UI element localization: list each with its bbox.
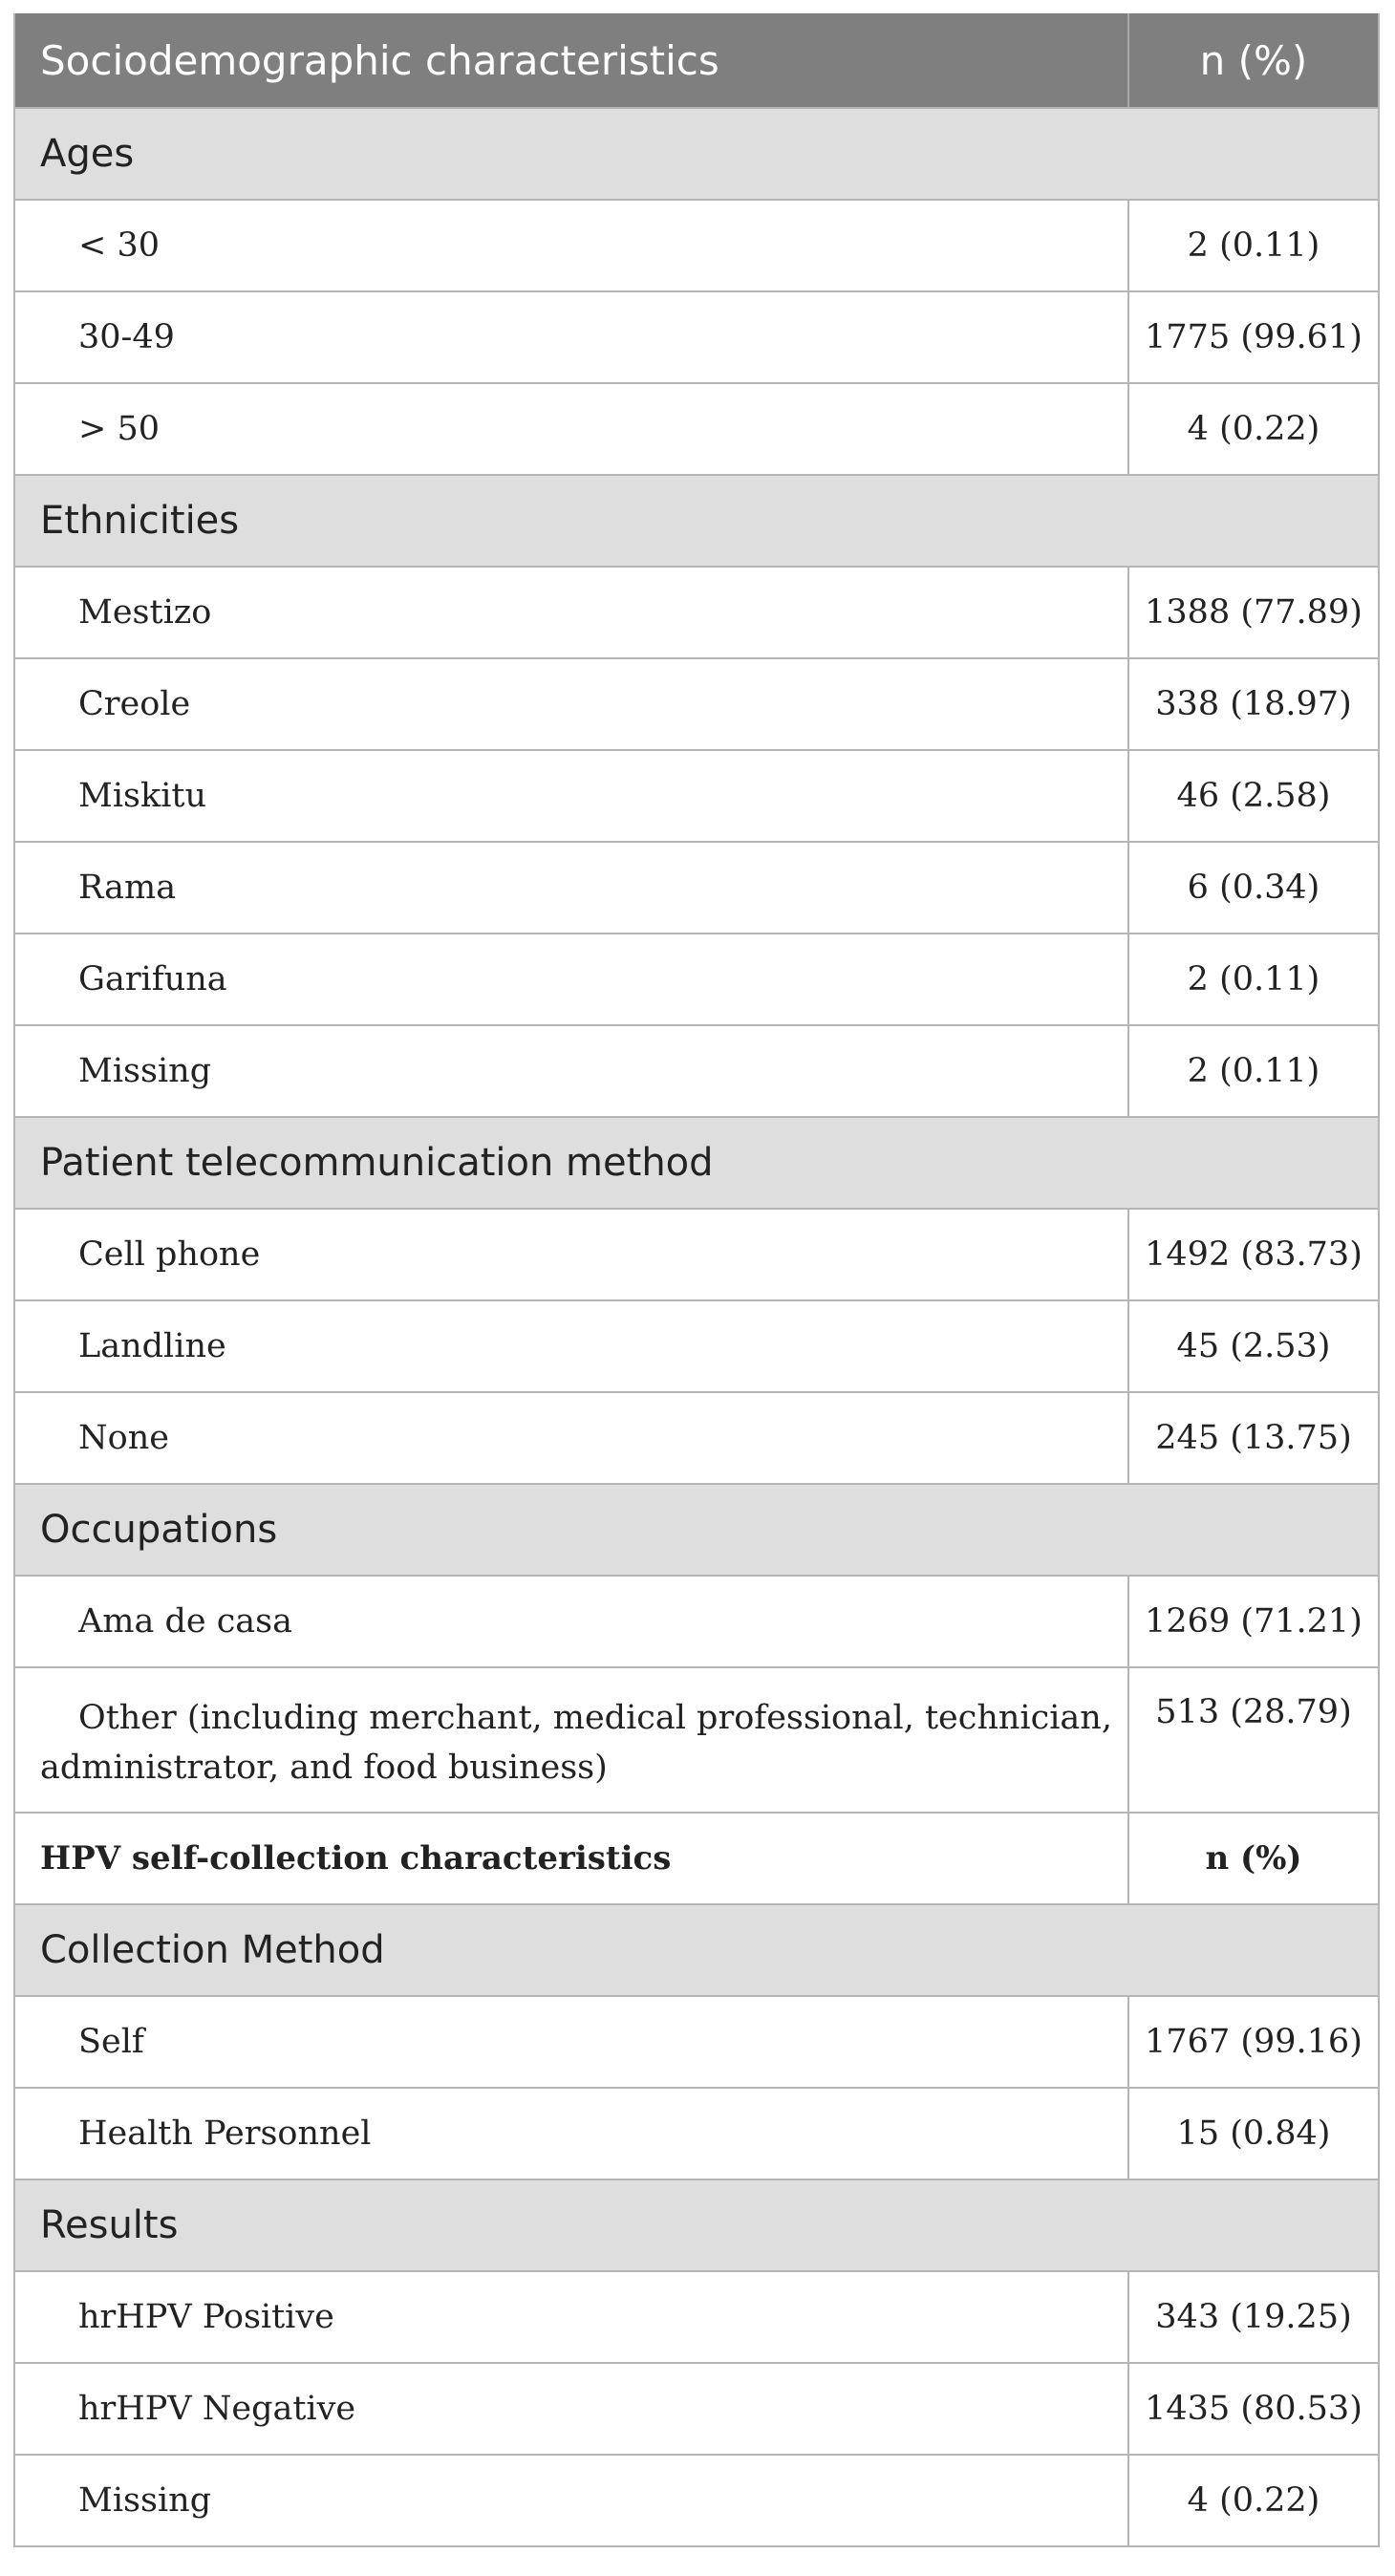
row-label: 30-49 [15,292,1129,382]
table-row [15,1668,1378,1814]
row-label: Creole [15,659,1129,749]
section-title: Ages [40,132,135,176]
row-value: 513 (28.79) [1155,1693,1352,1731]
section-telecom [15,1118,1378,1210]
table-row [15,2089,1378,2180]
row-label: Garifuna [15,934,1129,1024]
table-row [15,1577,1378,1668]
row-label: Mestizo [15,568,1129,657]
row-label: Missing [15,2456,1129,2545]
row-label: Self [15,1997,1129,2087]
table-row [15,384,1378,476]
section-ethnicities [15,476,1378,568]
row-label: Cell phone [15,1210,1129,1299]
table-row [15,2364,1378,2456]
row-value: 1269 (71.21) [1145,1602,1363,1641]
row-value: 1775 (99.61) [1145,318,1363,356]
row-label [15,1668,1129,1812]
row-value: 343 (19.25) [1155,2298,1352,2336]
row-value: 46 (2.58) [1176,777,1331,815]
row-label: > 50 [15,384,1129,474]
row-value: 6 (0.34) [1187,869,1320,907]
row-label: hrHPV Negative [15,2364,1129,2454]
row-label: Missing [15,1026,1129,1116]
row-value: 338 (18.97) [1155,685,1352,723]
table-row [15,934,1378,1026]
subheader-label: HPV self-collection characteristics [15,1814,1129,1903]
section-title: Results [40,2203,179,2247]
table-row [15,751,1378,843]
table-row [15,2272,1378,2364]
section-title: Patient telecommunication method [40,1141,714,1185]
row-value: 4 (0.22) [1187,2481,1320,2520]
table-row [15,1997,1378,2089]
table-row [15,2456,1378,2547]
row-label: Miskitu [15,751,1129,841]
row-label: Rama [15,843,1129,933]
table-row [15,292,1378,384]
row-value: 2 (0.11) [1187,1052,1320,1090]
row-value: 15 (0.84) [1176,2114,1331,2153]
row-label-line: Other (including merchant, medical professional, technician, [78,1699,1112,1737]
table-row [15,568,1378,659]
header-value: n (%) [1199,36,1308,84]
row-label: hrHPV Positive [15,2272,1129,2362]
section-occupations [15,1485,1378,1577]
row-value: 2 (0.11) [1187,226,1320,265]
table-row [15,1301,1378,1393]
section-title: Collection Method [40,1928,385,1972]
table-row [15,1210,1378,1301]
table-row [15,1393,1378,1485]
row-value: 1435 (80.53) [1145,2390,1363,2428]
row-label: Health Personnel [15,2089,1129,2179]
section-ages [15,109,1378,201]
subheader-value: n (%) [1205,1839,1302,1878]
row-label: None [15,1393,1129,1483]
section-title: Ethnicities [40,499,240,543]
table-row [15,659,1378,751]
row-value: 45 (2.53) [1176,1327,1331,1365]
row-value: 1492 (83.73) [1145,1235,1363,1274]
section-results [15,2180,1378,2272]
table-row [15,843,1378,934]
section-collection-method [15,1905,1378,1997]
row-label-line: administrator, and food business) [40,1749,608,1787]
section-title: Occupations [40,1508,278,1552]
row-label: Landline [15,1301,1129,1391]
row-label: Ama de casa [15,1577,1129,1666]
row-value: 245 (13.75) [1155,1419,1352,1457]
row-value: 4 (0.22) [1187,410,1320,448]
row-value: 1388 (77.89) [1145,593,1363,632]
row-value: 1767 (99.16) [1145,2023,1363,2061]
hpv-subheader-row [15,1814,1378,1905]
table-row [15,201,1378,292]
row-label: < 30 [15,201,1129,290]
table-header-row [15,13,1378,109]
table-row [15,1026,1378,1118]
row-value: 2 (0.11) [1187,960,1320,998]
header-label: Sociodemographic characteristics [15,13,1129,107]
characteristics-table [13,13,1380,2547]
